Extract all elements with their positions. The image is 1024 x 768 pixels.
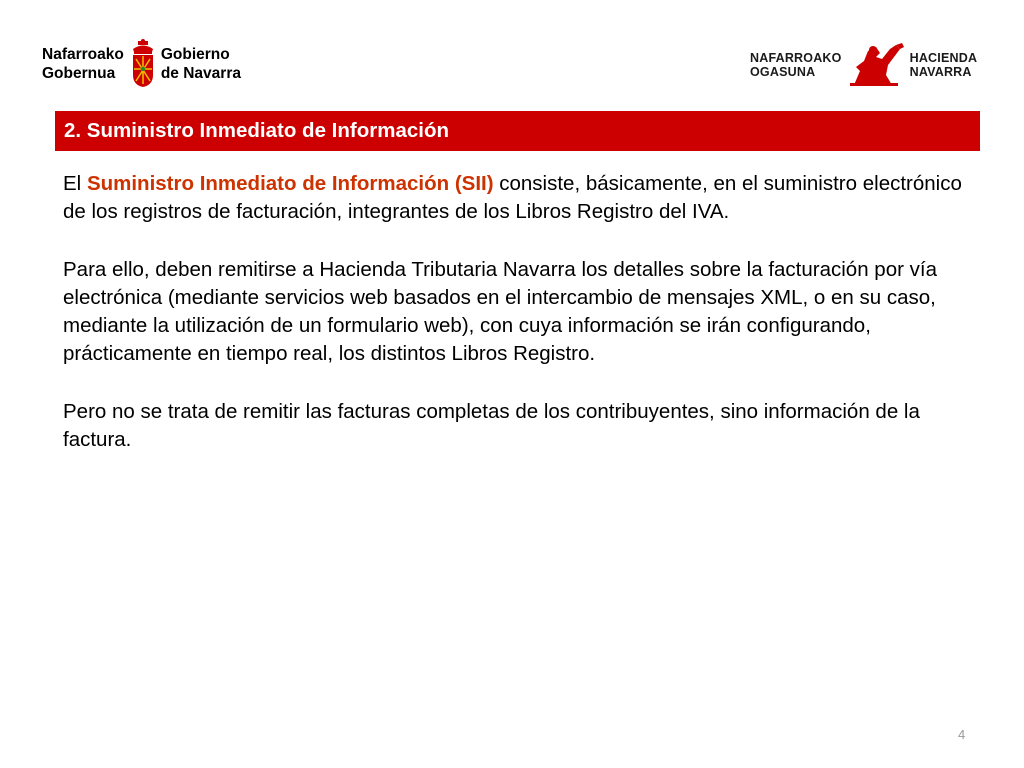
logo-hacienda-text: HACIENDA NAVARRA	[909, 51, 978, 79]
slide-title: 2. Suministro Inmediato de Información	[64, 119, 449, 142]
paragraph-1: El Suministro Inmediato de Información (SII) consiste, básicamente, en el suministro electrónico de los registros de facturación, integrantes de los Libros Registro del IVA.	[63, 172, 962, 223]
slide-title-bar	[55, 111, 980, 151]
hacienda-navarra-logo	[750, 40, 977, 90]
gobierno-navarra-logo	[42, 38, 241, 90]
hacienda-figure-icon	[846, 41, 906, 89]
page-number: 4	[958, 727, 966, 742]
logo-spanish-text: Gobierno de Navarra	[160, 46, 241, 82]
navarra-coat-of-arms-icon	[130, 39, 156, 89]
sii-highlight: Suministro Inmediato de Información (SII)	[86, 172, 494, 195]
logo-ogasuna-text: NAFARROAKO OGASUNA	[750, 51, 842, 79]
paragraph-3: Pero no se trata de remitir las facturas completas de los contribuyentes, sino información de la factura.	[63, 400, 920, 451]
slide-body	[63, 170, 963, 484]
logo-basque-text: Nafarroako Gobernua	[42, 46, 124, 82]
paragraph-2: Para ello, deben remitirse a Hacienda Tributaria Navarra los detalles sobre la facturación por vía electrónica (mediante servicios web basados en el intercambio de mensajes XML, o en su caso, mediante la utilización de un formulario web), con cuya información se irán configurando, prácticamente en tiempo real, los distintos Libros Registro.	[63, 258, 937, 365]
